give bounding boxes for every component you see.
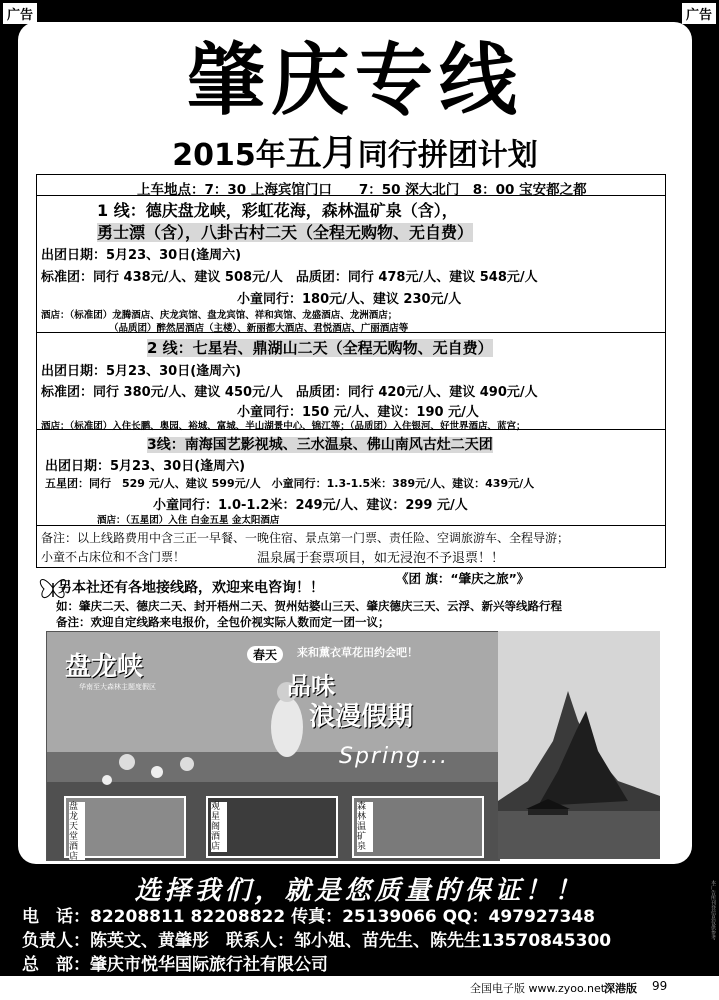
route3-hotel: 酒店：（五星团）入住 白金五星 金太阳酒店	[97, 515, 280, 526]
route3-title	[147, 434, 493, 454]
footer-edition: 深港版	[604, 982, 637, 995]
routes-table	[36, 174, 666, 568]
notes-line-2b: 温泉属于套票项目，如无浸泡不予退票！！	[257, 551, 505, 566]
route2-hotel: 酒店：（标准团）入住长鹏、奥园、裕城、富城、半山湖景中心、锦江等；（品质团）入住银河、好世界酒店、蓝宫；	[41, 421, 526, 432]
advert-card	[18, 22, 692, 864]
agency-info	[36, 571, 676, 629]
route1-child: 小童同行：180元/人、建议 230元/人	[237, 292, 462, 307]
route1-dates: 出团日期：5月23、30日(逢周六)	[41, 248, 242, 263]
notes-line-1: 备注：以上线路费用中含三正一早餐、一晚住宿、景点第一门票、责任险、空调旅游车、全程导游；	[41, 531, 570, 545]
poster-heading-1: 品味	[287, 672, 335, 700]
team-flag: 《团 旗：“肇庆之旅”》	[396, 571, 530, 586]
side-note: 本广告所刊登信息仅供参考	[710, 880, 716, 940]
plan-suffix: 同行拼团计划	[357, 138, 538, 173]
ad-label-left: 广告	[2, 2, 38, 25]
plan-heading	[18, 134, 692, 176]
ad-label-right: 广告	[681, 2, 717, 25]
route2-title	[147, 337, 493, 358]
agency-line-1: 另本社还有各地接线路，欢迎来电咨询！！	[58, 580, 324, 596]
page-number: 99	[652, 979, 668, 993]
route1-title-2-text: 勇士漂（含），八卦古村二天（全程无购物、无自费）	[97, 223, 474, 242]
poster-spring: Spring...	[339, 744, 449, 769]
agency-line-3: 备注：欢迎自定线路来电报价，全包价视实际人数而定一团一议；	[56, 615, 390, 629]
promo-poster	[46, 631, 500, 861]
slogan: 选择我们，就是您质量的保证！！	[134, 876, 585, 906]
footer-site: 全国电子版 www.zyoo.net	[470, 982, 606, 995]
route1-hotel-quality: （品质团）醉然居酒店（主楼）、新丽都大酒店、君悦酒店、广丽酒店等	[109, 323, 409, 334]
plan-year: 2015年	[172, 138, 286, 173]
poster-heading-2: 浪漫假期	[309, 702, 414, 732]
route-1	[37, 196, 665, 333]
poster-logo: 盘龙峡	[65, 652, 144, 682]
karst-landscape	[498, 631, 660, 859]
route2-title-text: 2 线：七星岩、鼎湖山二天（全程无购物、无自费）	[147, 339, 493, 357]
pickup-row	[37, 175, 665, 196]
route-2	[37, 333, 665, 430]
agency-line-2: 如：肇庆二天、德庆二天、封开梧州二天、贺州姑婆山三天、肇庆德庆三天、云浮、新兴等线路行程	[56, 599, 562, 613]
route1-title: 1 线：德庆盘龙峡，彩虹花海，森林温矿泉（含），	[97, 201, 458, 220]
contact-manager: 负责人：陈英文、黄肇彤 联系人：邹小姐、苗先生、陈先生13570845300	[22, 931, 612, 951]
footer	[0, 976, 719, 1000]
contact-phone: 电 话：82208811 82208822 传真：25139066 QQ：497927348	[22, 907, 596, 927]
route3-child: 小童同行：1.0-1.2米：249元/人、建议：299 元/人	[153, 498, 468, 513]
contact-hq: 总 部：肇庆市悦华国际旅行社有限公司	[22, 955, 328, 975]
route2-child: 小童同行：150 元/人、建议：190 元/人	[237, 405, 479, 420]
poster-badge: 春天	[247, 646, 283, 663]
pickup-info: 上车地点：7：30 上海宾馆门口 7：50 深大北门 8：00 宝安都之都	[137, 182, 587, 198]
poster-tile-1: 盘龙天堂酒店	[69, 802, 85, 861]
page-title: 肇庆专线	[186, 35, 523, 126]
route-3	[37, 430, 665, 526]
route1-prices: 标准团：同行 438元/人、建议 508元/人 品质团：同行 478元/人、建议 548元/人	[41, 270, 538, 285]
notes-row	[37, 526, 665, 567]
plan-month: 五月	[285, 133, 358, 174]
poster-logo-sub: 华南至大森林主题度假区	[79, 683, 156, 691]
route3-dates: 出团日期：5月23、30日(逢周六)	[45, 459, 246, 474]
route3-prices: 五星团：同行 529 元/人、建议 599元/人 小童同行：1.3-1.5米：389元/人、建议：439元/人	[45, 477, 535, 490]
poster-tile-3: 森林温矿泉	[357, 802, 373, 852]
route1-hotel-std: 酒店：（标准团）龙腾酒店、庆龙宾馆、盘龙宾馆、祥和宾馆、龙盛酒店、龙洲酒店；	[41, 310, 398, 321]
poster-tagline: 来和薰衣草花田约会吧！	[297, 646, 418, 659]
route3-title-text: 3线：南海国艺影视城、三水温泉、佛山南风古灶二天团	[147, 437, 493, 453]
poster-tile-2: 观星阁酒店	[211, 802, 227, 852]
karst-photo	[498, 631, 660, 859]
route2-dates: 出团日期：5月23、30日(逢周六)	[41, 364, 242, 379]
notes-line-2a: 小童不占床位和不含门票！	[41, 550, 186, 564]
route1-title-2	[97, 220, 473, 243]
route2-prices: 标准团：同行 380元/人、建议 450元/人 品质团：同行 420元/人、建议 490元/人	[41, 385, 538, 400]
